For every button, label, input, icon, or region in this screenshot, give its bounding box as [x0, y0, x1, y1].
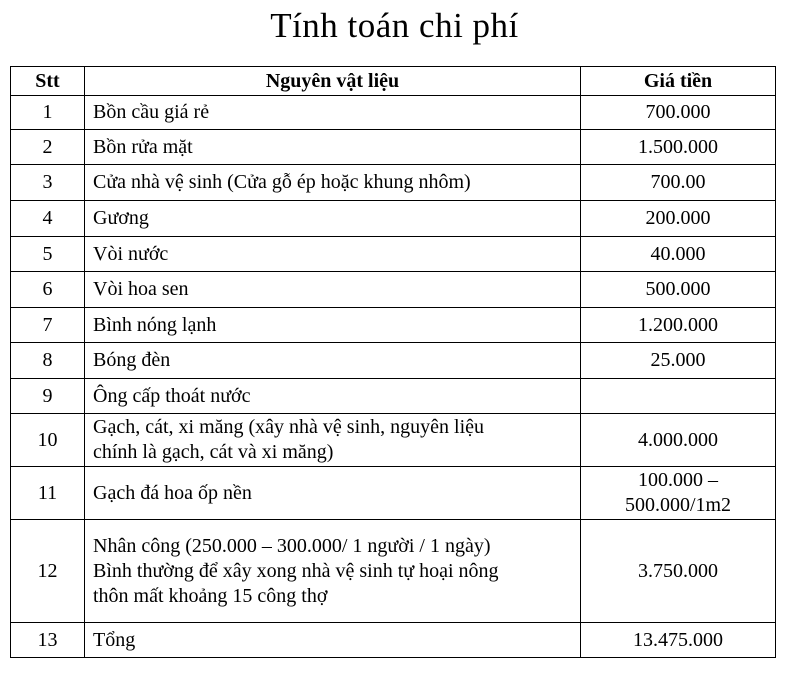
- row-material: [85, 623, 581, 658]
- material-line: Bồn cầu giá rẻ: [93, 101, 210, 123]
- row-stt: 11: [11, 467, 85, 520]
- price-line: 200.000: [645, 207, 711, 229]
- page-title: Tính toán chi phí: [270, 6, 519, 45]
- row-material: [85, 414, 581, 467]
- price-line: 1.500.000: [638, 135, 718, 158]
- material-line: Bình thường để xây xong nhà vệ sinh tự hoại nông: [93, 559, 499, 582]
- row-price: [581, 272, 776, 308]
- material-line: Bình nóng lạnh: [93, 313, 217, 336]
- price-line: 4.000.000: [638, 428, 718, 451]
- row-price: [581, 467, 776, 520]
- row-price: [581, 623, 776, 658]
- column-header-stt: Stt: [11, 67, 85, 96]
- price-line: 700.00: [650, 171, 706, 193]
- row-price: [581, 520, 776, 623]
- column-header-price: Giá tiền: [581, 67, 776, 96]
- row-price: [581, 165, 776, 201]
- material-line: Vòi nước: [93, 242, 169, 265]
- row-stt: 3: [11, 165, 85, 201]
- material-line: Ông cấp thoát nước: [93, 384, 251, 407]
- table-row: [11, 623, 776, 658]
- price-line: 500.000/1m2: [624, 494, 732, 516]
- row-price: [581, 379, 776, 414]
- row-stt: 2: [11, 130, 85, 165]
- price-line: 25.000: [650, 349, 706, 371]
- table-row: [11, 201, 776, 237]
- price-line: 500.000: [645, 278, 711, 300]
- row-stt: 6: [11, 272, 85, 308]
- row-material: [85, 237, 581, 272]
- row-price: [581, 96, 776, 130]
- row-material: [85, 308, 581, 343]
- table-row: [11, 308, 776, 343]
- material-line: Vòi hoa sen: [93, 278, 189, 300]
- material-line: Tổng: [93, 628, 136, 651]
- price-line: 100.000 –: [638, 469, 718, 491]
- table-row: [11, 379, 776, 414]
- table-header-row: [11, 67, 776, 96]
- row-stt: 1: [11, 96, 85, 130]
- table-row: [11, 343, 776, 379]
- material-line: Gương: [93, 207, 149, 229]
- row-material: [85, 272, 581, 308]
- material-line: thôn mất khoảng 15 công thợ: [93, 584, 328, 607]
- price-line: 40.000: [650, 242, 706, 265]
- table-row: [11, 272, 776, 308]
- row-price: [581, 308, 776, 343]
- row-price: [581, 201, 776, 237]
- row-material: [85, 96, 581, 130]
- price-line: 3.750.000: [638, 559, 718, 582]
- row-stt: 7: [11, 308, 85, 343]
- row-price: [581, 414, 776, 467]
- table-row: [11, 237, 776, 272]
- row-price: [581, 343, 776, 379]
- row-stt: 9: [11, 379, 85, 414]
- row-stt: 4: [11, 201, 85, 237]
- row-stt: 10: [11, 414, 85, 467]
- material-line: Nhân công (250.000 – 300.000/ 1 người / 1 ngày): [93, 534, 491, 557]
- column-header-material: Nguyên vật liệu: [85, 67, 581, 96]
- price-line: 13.475.000: [633, 628, 723, 651]
- row-price: [581, 130, 776, 165]
- row-material: [85, 467, 581, 520]
- table-row: [11, 165, 776, 201]
- table-row: [11, 467, 776, 520]
- table-row: [11, 96, 776, 130]
- row-price: [581, 237, 776, 272]
- price-line: 700.000: [645, 101, 711, 123]
- row-stt: 13: [11, 623, 85, 658]
- material-line: Bóng đèn: [93, 349, 171, 371]
- material-line: chính là gạch, cát và xi măng): [93, 441, 334, 463]
- row-material: [85, 201, 581, 237]
- material-line: Gạch, cát, xi măng (xây nhà vệ sinh, nguyên liệu: [93, 416, 484, 438]
- table-row: [11, 520, 776, 623]
- material-line: Gạch đá hoa ốp nền: [93, 481, 252, 504]
- material-line: Cửa nhà vệ sinh (Cửa gỗ ép hoặc khung nhôm): [93, 171, 471, 193]
- row-material: [85, 520, 581, 623]
- row-material: [85, 130, 581, 165]
- price-line: 1.200.000: [638, 313, 718, 336]
- cost-table: [10, 66, 776, 658]
- table-row: [11, 414, 776, 467]
- table-row: [11, 130, 776, 165]
- row-material: [85, 165, 581, 201]
- row-stt: 5: [11, 237, 85, 272]
- row-material: [85, 379, 581, 414]
- row-stt: 8: [11, 343, 85, 379]
- row-stt: 12: [11, 520, 85, 623]
- material-line: Bồn rửa mặt: [93, 135, 193, 158]
- row-material: [85, 343, 581, 379]
